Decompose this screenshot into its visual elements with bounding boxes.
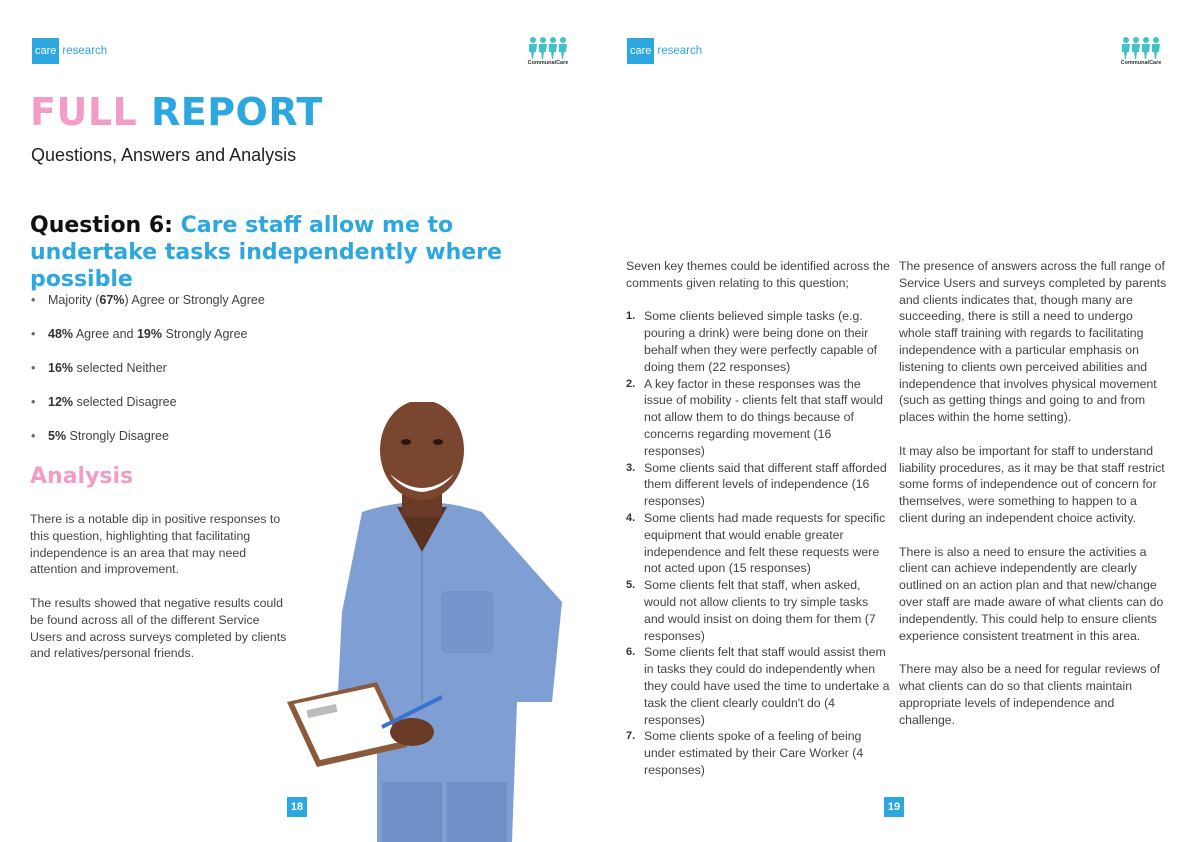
theme-item: 6. Some clients felt that staff would assist them in tasks they could do independently when they could have used the time to undertake a task the client clearly couldn't do (4 responses)	[626, 645, 890, 727]
discussion-paragraph: The presence of answers across the full range of Service Users and surveys completed by parents and clients indicates that, though many are succeeding, there is still a need to undergo whole staff training with regards to facilitating independence with a particular emphasis on listening to clients own perceived abilities and independence that involves physical movement (such as getting things and going to and from places within the home setting).	[899, 259, 1167, 425]
communal-care-logo-icon	[526, 36, 570, 68]
page-subtitle: Questions, Answers and Analysis	[31, 145, 297, 165]
brand-box: care	[32, 38, 59, 64]
care-research-logo	[32, 38, 107, 64]
theme-item: 3. Some clients said that different staff afforded them different levels of independence (16 responses)	[626, 460, 887, 509]
title-report: REPORT	[150, 90, 323, 134]
logo-caption: CommunalCare	[527, 60, 569, 66]
theme-item: 1. Some clients believed simple tasks (e.g. pouring a drink) were being done on their behalf when they were perfectly capable of doing them (22 responses)	[626, 309, 878, 374]
page-title	[30, 90, 323, 134]
themes-intro: Seven key themes could be identified across the comments given relating to this question;	[626, 259, 890, 290]
result-item: • 12% selected Disagree	[30, 395, 330, 429]
analysis-paragraph: There is a notable dip in positive responses to this question, highlighting that facilitating independence is an area that may need attention and improvement.	[30, 512, 281, 577]
nurse-photo	[282, 402, 582, 842]
result-item: • Majority (67%) Agree or Strongly Agree	[30, 293, 330, 327]
care-research-logo	[627, 38, 702, 64]
communal-care-logo-icon	[1119, 36, 1163, 68]
page-number: 19	[884, 797, 904, 817]
discussion-paragraph: There may also be a need for regular reviews of what clients can do so that clients maintain appropriate levels of independence and challenge.	[899, 662, 1161, 727]
page-number: 18	[287, 797, 307, 817]
brand-text: research	[657, 45, 703, 57]
analysis-paragraph: The results showed that negative results could be found across all of the different Service Users and across surveys completed by clients and relatives/personal friends.	[30, 596, 287, 661]
themes-column	[626, 258, 891, 779]
logo-caption: CommunalCare	[1120, 60, 1162, 66]
theme-item: 7. Some clients spoke of a feeling of being under estimated by their Care Worker (4 responses)	[626, 729, 864, 777]
brand-box: care	[627, 38, 654, 64]
title-full: FULL	[30, 90, 138, 134]
result-item: • 5% Strongly Disagree	[30, 429, 330, 463]
page-right	[596, 0, 1191, 842]
analysis-heading: Analysis	[30, 464, 134, 489]
question-label: Question 6:	[30, 213, 173, 238]
theme-item: 2. A key factor in these responses was the issue of mobility - clients felt that staff would not allow them to do things because of concerns regarding movement (16 responses)	[626, 376, 883, 458]
page-left	[0, 0, 595, 842]
brand-text: research	[62, 45, 108, 57]
discussion-paragraph: It may also be important for staff to understand liability procedures, as it may be that staff restrict some forms of independence out of concern for themselves, were something to happen to a client during an independent choice activity.	[899, 443, 1165, 525]
question-text: Care staff allow me to undertake tasks independently where possible	[30, 213, 502, 292]
theme-item: 5. Some clients felt that staff, when asked, would not allow clients to try simple tasks and would insist on doing them for them (7 responses)	[626, 578, 876, 643]
discussion-column	[899, 258, 1167, 745]
question-heading	[30, 212, 575, 293]
result-item: • 16% selected Neither	[30, 361, 330, 395]
discussion-paragraph: There is also a need to ensure the activities a client can achieve independently are clearly outlined on an action plan and that new/change over staff are made aware of what clients can do independently. This could help to ensure clients experience consistent treatment in this area.	[899, 544, 1164, 643]
themes-list	[626, 308, 891, 778]
theme-item: 4. Some clients had made requests for specific equipment that would enable greater independence and felt these requests were not acted upon (15 responses)	[626, 510, 886, 576]
result-item: • 48% Agree and 19% Strongly Agree	[30, 327, 330, 361]
